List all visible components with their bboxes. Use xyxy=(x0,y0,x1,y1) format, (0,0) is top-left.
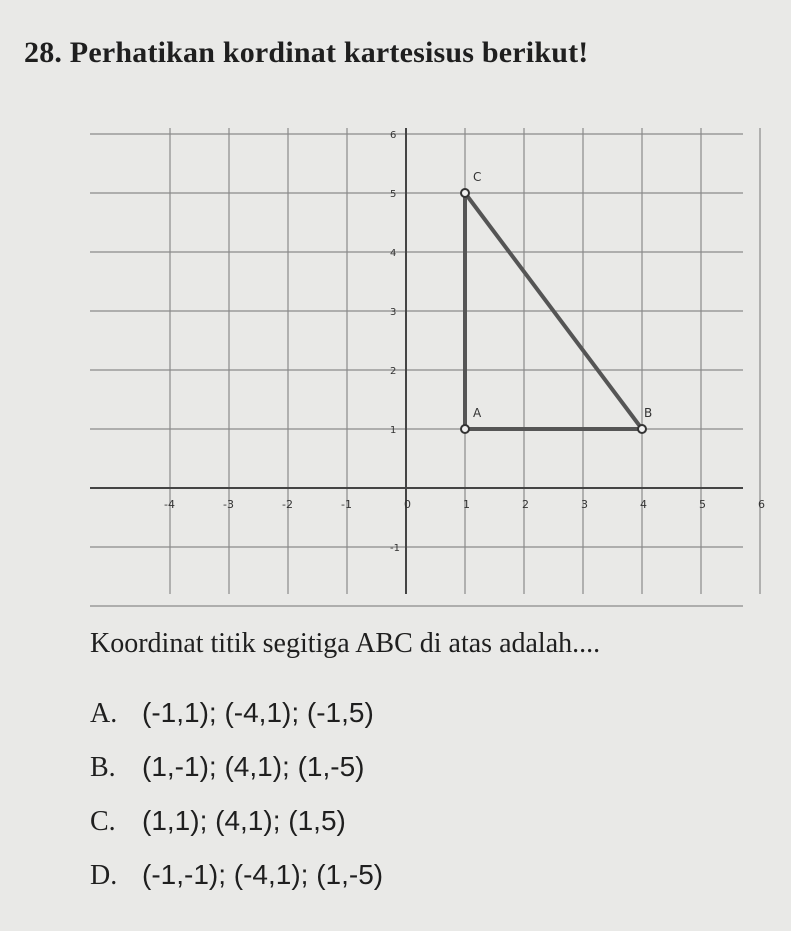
option-text: (-1,-1); (-4,1); (1,-5) xyxy=(142,859,384,890)
x-tick-label: 3 xyxy=(581,498,588,511)
point-b xyxy=(638,425,646,433)
y-tick-label: 4 xyxy=(390,248,397,259)
option-letter: D. xyxy=(90,860,118,891)
x-tick-label: -1 xyxy=(341,498,352,511)
answer-options xyxy=(90,686,383,902)
question-title: 28. Perhatikan kordinat kartesisus berikut! xyxy=(24,36,589,69)
y-tick-label: 3 xyxy=(390,307,397,318)
question-text: Koordinat titik segitiga ABC di atas adalah.... xyxy=(90,628,601,659)
x-tick-label: 0 xyxy=(404,498,411,511)
y-tick-label: 1 xyxy=(390,425,397,436)
point-c xyxy=(461,189,469,197)
option-c[interactable] xyxy=(90,794,383,848)
point-label: B xyxy=(644,406,653,420)
x-tick-label: 6 xyxy=(758,498,765,511)
option-text: (-1,1); (-4,1); (-1,5) xyxy=(142,697,374,728)
cartesian-graph xyxy=(88,116,765,606)
x-tick-label: -4 xyxy=(164,498,175,511)
y-tick-label: 5 xyxy=(390,189,397,200)
option-text: (1,1); (4,1); (1,5) xyxy=(142,805,346,836)
x-tick-label: 2 xyxy=(522,498,529,511)
option-d[interactable] xyxy=(90,848,383,902)
option-text: (1,-1); (4,1); (1,-5) xyxy=(142,751,365,782)
option-letter: A. xyxy=(90,698,118,729)
x-tick-label: 4 xyxy=(640,498,647,511)
option-b[interactable] xyxy=(90,740,383,794)
point-a xyxy=(461,425,469,433)
x-tick-label: -2 xyxy=(282,498,293,511)
cartesian-graph-svg xyxy=(88,116,765,606)
x-tick-label: 5 xyxy=(699,498,706,511)
option-a[interactable] xyxy=(90,686,383,740)
option-letter: B. xyxy=(90,752,116,783)
y-tick-label: -1 xyxy=(390,543,400,554)
x-tick-label: 1 xyxy=(463,498,470,511)
point-label: C xyxy=(473,170,482,184)
y-tick-label: 2 xyxy=(390,366,397,377)
point-label: A xyxy=(473,406,482,420)
x-tick-label: -3 xyxy=(223,498,234,511)
y-tick-label: 6 xyxy=(390,130,397,141)
option-letter: C. xyxy=(90,806,116,837)
